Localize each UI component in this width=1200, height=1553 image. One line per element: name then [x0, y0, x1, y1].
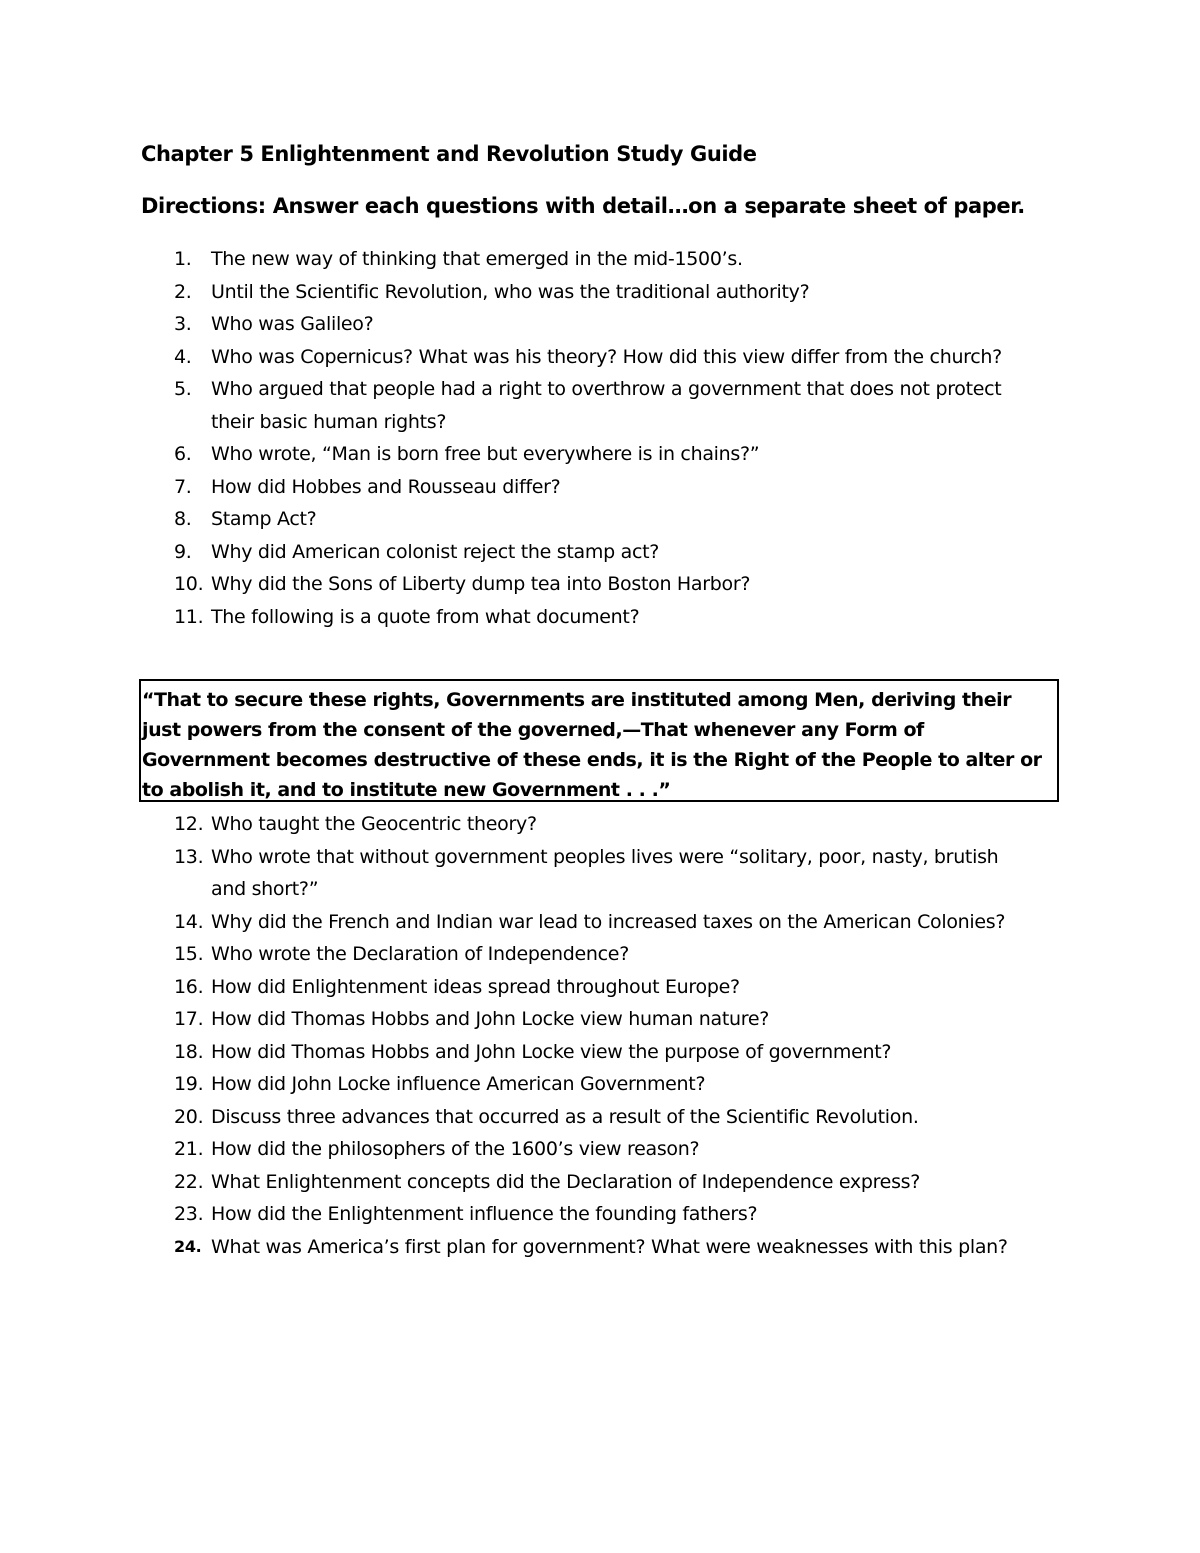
- question-text: How did Enlightenment ideas spread throughout Europe?: [211, 975, 740, 998]
- question-item: [0, 601, 1031, 634]
- question-item: [0, 503, 1031, 536]
- question-number: 5.: [174, 378, 192, 400]
- question-number: 10.: [174, 573, 204, 595]
- question-number: 20.: [174, 1105, 204, 1128]
- question-text: What Enlightenment concepts did the Declaration of Independence express?: [211, 1170, 921, 1193]
- question-number: 24.: [174, 1236, 202, 1256]
- question-number: 12.: [174, 813, 204, 835]
- question-item: [0, 1036, 1031, 1069]
- question-item: [0, 308, 1031, 341]
- question-item: [0, 471, 1031, 504]
- question-number: 23.: [174, 1203, 204, 1225]
- question-item: [0, 1068, 1031, 1101]
- question-item: [0, 536, 1031, 569]
- question-text: Who wrote that without government peoples lives were “solitary, poor, nasty, brutish and short?”: [211, 845, 999, 900]
- question-number: 7.: [174, 475, 192, 498]
- question-number: 18.: [174, 1040, 204, 1063]
- question-item: [0, 276, 1031, 309]
- question-text: Who wrote, “Man is born free but everywhere is in chains?”: [211, 443, 760, 465]
- question-number: 4.: [174, 345, 192, 368]
- question-number: 15.: [174, 943, 204, 965]
- question-item: [0, 1198, 1031, 1231]
- question-item: [0, 568, 1031, 601]
- question-number: 19.: [174, 1073, 204, 1095]
- question-number: 2.: [174, 280, 192, 303]
- question-number: 16.: [174, 975, 204, 998]
- directions-text: Directions: Answer each questions with detail…on a separate sheet of paper.: [141, 194, 1025, 218]
- question-text: Who was Galileo?: [211, 313, 374, 335]
- question-text: Why did the Sons of Liberty dump tea into Boston Harbor?: [211, 573, 751, 595]
- question-item: [0, 1101, 1031, 1134]
- question-text: The new way of thinking that emerged in the mid-1500’s.: [211, 248, 743, 270]
- question-number: 11.: [174, 605, 204, 628]
- question-number: 1.: [174, 248, 192, 270]
- question-text: Who taught the Geocentric theory?: [211, 813, 537, 835]
- question-item: [0, 1003, 1031, 1036]
- question-list-part1: [0, 243, 1200, 633]
- question-text: What was America’s first plan for government? What were weaknesses with this plan?: [211, 1235, 1008, 1258]
- question-text: Until the Scientific Revolution, who was the traditional authority?: [211, 280, 810, 303]
- question-number: 22.: [174, 1170, 204, 1193]
- question-text: How did the Enlightenment influence the founding fathers?: [211, 1203, 758, 1225]
- question-item: [0, 1166, 1031, 1199]
- question-item: [0, 906, 1031, 939]
- question-text: The following is a quote from what document?: [211, 605, 640, 628]
- question-text: Who argued that people had a right to overthrow a government that does not protect their basic human rights?: [211, 378, 1002, 433]
- question-text: Who wrote the Declaration of Independence?: [211, 943, 629, 965]
- question-number: 14.: [174, 910, 204, 933]
- question-text: Why did American colonist reject the stamp act?: [211, 540, 660, 563]
- question-text: Who was Copernicus? What was his theory? How did this view differ from the church?: [211, 345, 1002, 368]
- question-item: [0, 373, 1031, 438]
- question-number: 3.: [174, 313, 192, 335]
- question-item: [0, 1231, 1031, 1264]
- question-item: [0, 1133, 1031, 1166]
- question-text: Stamp Act?: [211, 508, 317, 530]
- question-text: How did Thomas Hobbs and John Locke view the purpose of government?: [211, 1040, 892, 1063]
- question-item: [0, 938, 1031, 971]
- page-title: Chapter 5 Enlightenment and Revolution Study Guide: [141, 142, 757, 166]
- question-item: [0, 438, 1031, 471]
- declaration-quote: “That to secure these rights, Governments are instituted among Men, deriving their just powers from the consent of the governed,—That whenever any Form of Government becomes destructive of these ends, it is the Right of the People to alter or to abolish it, and to institute new Government . . .”: [142, 689, 1042, 801]
- question-item: [0, 341, 1031, 374]
- question-item: [0, 808, 1031, 841]
- question-item: [0, 243, 1031, 276]
- question-text: How did John Locke influence American Government?: [211, 1073, 706, 1095]
- question-text: How did the philosophers of the 1600’s view reason?: [211, 1138, 700, 1160]
- question-number: 6.: [174, 443, 192, 465]
- question-item: [0, 841, 1031, 906]
- question-number: 13.: [174, 845, 204, 868]
- question-number: 17.: [174, 1008, 204, 1030]
- question-number: 21.: [174, 1138, 204, 1160]
- question-list-part2: [0, 808, 1200, 1263]
- question-number: 8.: [174, 508, 192, 530]
- question-number: 9.: [174, 540, 192, 563]
- quote-box: [139, 679, 1059, 802]
- question-text: Discuss three advances that occurred as a result of the Scientific Revolution.: [211, 1105, 919, 1128]
- question-text: How did Hobbes and Rousseau differ?: [211, 475, 561, 498]
- question-item: [0, 971, 1031, 1004]
- question-text: Why did the French and Indian war lead to increased taxes on the American Colonies?: [211, 910, 1006, 933]
- question-text: How did Thomas Hobbs and John Locke view human nature?: [211, 1008, 770, 1030]
